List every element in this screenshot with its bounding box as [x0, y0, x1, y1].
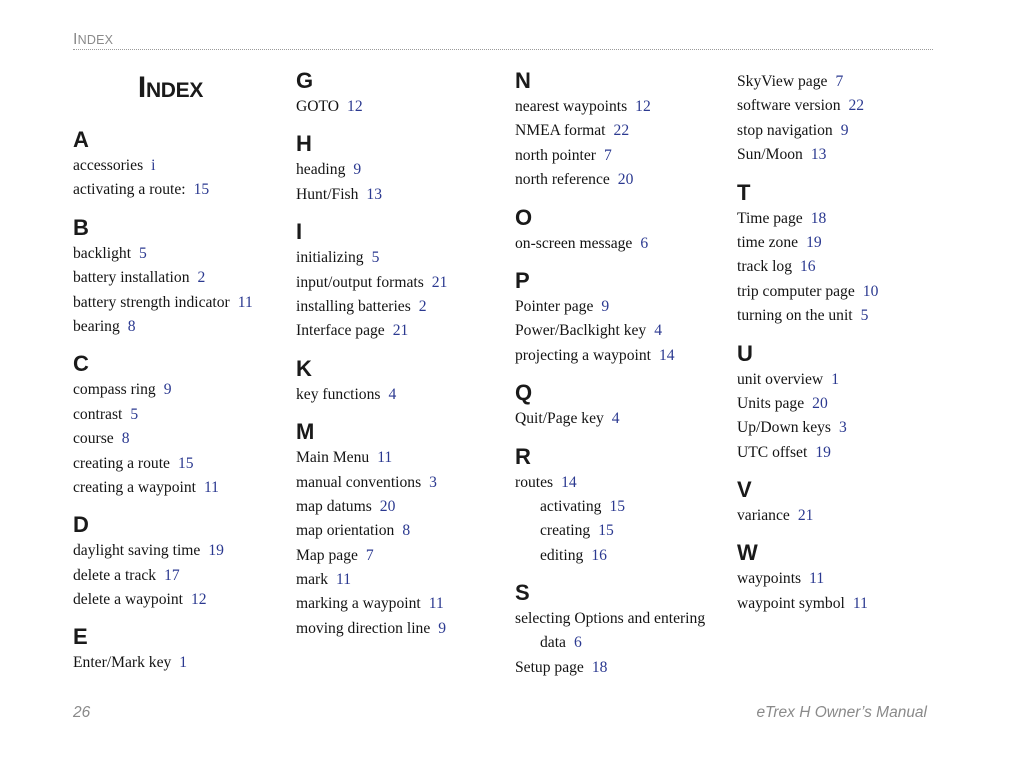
index-term: software version [737, 97, 841, 115]
page-link[interactable]: 7 [603, 146, 612, 164]
index-term: map datums [296, 497, 372, 515]
page-link[interactable]: 11 [336, 571, 352, 589]
page-link[interactable]: 2 [197, 269, 206, 287]
index-section-d [73, 500, 273, 612]
section-letter: E [73, 624, 88, 650]
index-entry [73, 178, 273, 202]
index-entry [515, 144, 730, 168]
footer-manual-title: eTrex H Owner’s Manual [756, 704, 927, 721]
index-entry [737, 94, 952, 118]
page-link[interactable]: 9 [163, 381, 172, 399]
page-link[interactable]: 1 [179, 654, 188, 672]
index-entry [737, 392, 952, 416]
index-term: UTC offset [737, 443, 808, 461]
page-link[interactable]: 5 [139, 244, 147, 262]
index-entry [73, 291, 273, 315]
index-column-3 [515, 56, 730, 680]
index-entry [737, 255, 952, 279]
index-entry [296, 471, 501, 495]
index-entry [515, 656, 730, 680]
index-term: Hunt/Fish [296, 185, 359, 203]
index-term: delete a waypoint [73, 591, 183, 609]
page-link[interactable]: 22 [848, 97, 865, 115]
index-term: moving direction line [296, 619, 431, 637]
index-term: Sun/Moon [737, 146, 803, 164]
page-link[interactable]: 11 [428, 595, 444, 613]
index-term: Enter/Mark key [73, 654, 172, 672]
index-term: stop navigation [737, 121, 833, 139]
page-link[interactable]: 6 [573, 634, 582, 652]
index-term: projecting a waypoint [515, 346, 651, 364]
index-term: editing [540, 546, 584, 564]
index-entry [737, 504, 952, 528]
index-entry [737, 207, 952, 231]
index-entry [515, 232, 730, 256]
index-entry [296, 95, 501, 119]
index-section-p [515, 256, 730, 368]
page-link[interactable]: 3 [429, 473, 437, 491]
page-link[interactable]: 4 [388, 385, 397, 403]
index-entry [73, 539, 273, 563]
index-term: creating [540, 522, 591, 540]
page-link[interactable]: 19 [815, 443, 831, 461]
page-link[interactable]: 17 [164, 566, 180, 584]
page-link[interactable]: 11 [809, 570, 825, 588]
index-entry [73, 378, 273, 402]
page-link[interactable]: 10 [862, 282, 879, 300]
index-title: INDEX [137, 71, 204, 104]
index-section-r [515, 432, 730, 569]
page-link[interactable]: 9 [438, 619, 447, 637]
page-link[interactable]: 15 [177, 454, 194, 472]
index-term: Time page [737, 209, 803, 227]
index-section-e [73, 612, 273, 675]
section-letter: H [296, 131, 312, 157]
index-term: battery strength indicator [73, 293, 230, 311]
page-link[interactable]: 14 [658, 346, 675, 364]
index-term-continuation: data [540, 634, 566, 652]
page-link[interactable]: 15 [609, 497, 626, 515]
section-letter: R [515, 443, 531, 469]
page-link[interactable]: 6 [640, 234, 649, 252]
index-term: mark [296, 571, 329, 589]
index-entry [515, 95, 730, 119]
index-term: selecting Options and entering [515, 610, 706, 628]
index-section-c [73, 339, 273, 500]
index-term: Interface page [296, 322, 385, 340]
page-link[interactable]: 12 [347, 98, 363, 115]
page-link[interactable]: 5 [860, 307, 869, 325]
index-entry [73, 452, 273, 476]
index-term: Quit/Page key [515, 410, 604, 428]
page-link[interactable]: 2 [418, 297, 427, 315]
page-link[interactable]: 20 [812, 394, 828, 412]
index-entry [515, 407, 730, 431]
page-link[interactable]: 12 [190, 591, 207, 609]
page-link[interactable]: 9 [840, 121, 849, 139]
index-term: Up/Down keys [737, 419, 831, 437]
page-link[interactable]: 7 [835, 73, 844, 90]
page-link[interactable]: 13 [810, 146, 827, 164]
index-term: north pointer [515, 146, 596, 164]
index-entry [296, 158, 501, 182]
index-term: creating a route [73, 454, 170, 472]
index-section-k [296, 344, 501, 407]
index-entry [73, 476, 273, 500]
page-link[interactable]: 3 [839, 419, 847, 437]
index-term: key functions [296, 385, 381, 403]
index-section-h [296, 119, 501, 207]
index-term: nearest waypoints [515, 98, 628, 115]
index-entry [515, 295, 730, 319]
page-link[interactable]: 9 [601, 297, 610, 315]
page-link[interactable]: 13 [366, 185, 382, 203]
page-link[interactable]: 20 [379, 497, 396, 515]
section-letter: U [737, 340, 753, 366]
index-section-b [73, 203, 273, 340]
page-link[interactable]: 20 [617, 171, 634, 189]
index-entry [296, 544, 501, 568]
page-link[interactable]: 15 [193, 181, 210, 199]
section-letter: W [737, 540, 758, 566]
index-entry [296, 183, 501, 207]
section-letter: N [515, 68, 531, 93]
index-entry [296, 295, 501, 319]
index-entry [296, 617, 501, 641]
index-term: creating a waypoint [73, 478, 196, 496]
index-entry [737, 119, 952, 143]
index-entry [73, 242, 273, 266]
index-term: SkyView page [737, 73, 828, 90]
footer-page-number: 26 [73, 704, 91, 721]
index-term: delete a track [73, 566, 157, 584]
page-link[interactable]: 8 [127, 317, 136, 335]
section-letter: C [73, 351, 89, 377]
page-link[interactable]: 7 [365, 546, 374, 564]
section-letter: G [296, 68, 314, 93]
index-term: compass ring [73, 381, 156, 399]
index-column-4 [737, 70, 952, 616]
section-letter: B [73, 214, 89, 240]
index-entry [296, 319, 501, 343]
page-link[interactable]: 4 [654, 322, 663, 340]
index-entry [515, 471, 730, 495]
index-term: Setup page [515, 658, 584, 676]
index-term: turning on the unit [737, 307, 853, 325]
index-entry [515, 319, 730, 343]
index-column-2 [296, 56, 501, 641]
index-term: Map page [296, 546, 358, 564]
index-term: activating a route: [73, 181, 186, 199]
index-term: marking a waypoint [296, 595, 421, 613]
index-entry [296, 495, 501, 519]
index-term: heading [296, 161, 346, 179]
index-entry [73, 564, 273, 588]
index-term: time zone [737, 233, 799, 251]
index-term: battery installation [73, 269, 190, 287]
index-section-w [737, 528, 952, 616]
index-term: routes [515, 473, 554, 491]
index-section-i [296, 207, 501, 344]
section-letter: T [737, 179, 751, 205]
index-entry [296, 519, 501, 543]
index-term: map orientation [296, 522, 395, 540]
section-letter: S [515, 580, 530, 606]
index-term: manual conventions [296, 473, 422, 491]
index-entry [737, 441, 952, 465]
page-link[interactable]: i [151, 157, 156, 174]
index-section-n [515, 56, 730, 193]
index-section-u [737, 329, 952, 466]
page-link[interactable]: 21 [392, 322, 409, 340]
index-section-t [737, 168, 952, 329]
page-link[interactable]: 4 [611, 410, 620, 428]
index-entry [515, 607, 730, 631]
page-link[interactable]: 18 [810, 209, 827, 227]
index-entry-continuation [515, 631, 730, 655]
page-link[interactable]: 5 [371, 249, 380, 267]
index-entry [737, 592, 952, 616]
index-term: Units page [737, 394, 805, 412]
running-header: INDEX [73, 31, 114, 48]
page-link[interactable]: 15 [598, 522, 614, 540]
index-section-q [515, 368, 730, 431]
index-term: Main Menu [296, 449, 370, 467]
page-link[interactable]: 11 [377, 449, 393, 467]
page-link[interactable]: 8 [121, 430, 130, 448]
page-link[interactable]: 21 [431, 273, 448, 291]
page-link[interactable]: 1 [831, 370, 839, 388]
page-link[interactable]: 19 [208, 542, 224, 560]
index-term: track log [737, 258, 792, 276]
index-term: unit overview [737, 370, 824, 388]
index-section-s-continued [737, 70, 952, 168]
index-section-m [296, 407, 501, 641]
index-entry [73, 266, 273, 290]
index-entry [515, 344, 730, 368]
index-term: on-screen message [515, 234, 633, 252]
page-link[interactable]: 5 [130, 405, 139, 423]
index-term: input/output formats [296, 273, 424, 291]
index-section-s [515, 568, 730, 680]
index-term: variance [737, 507, 790, 525]
index-entry [73, 403, 273, 427]
index-term: installing batteries [296, 297, 411, 315]
index-section-g [296, 56, 501, 119]
section-letter: A [73, 127, 89, 152]
section-letter: K [296, 355, 312, 381]
section-letter: D [73, 512, 89, 538]
page-link[interactable]: 16 [591, 546, 607, 564]
index-entry [737, 280, 952, 304]
index-entry [737, 304, 952, 328]
index-entry [515, 119, 730, 143]
section-letter: V [737, 477, 752, 503]
index-term: course [73, 430, 114, 448]
page-link[interactable]: 11 [852, 594, 868, 612]
page-link[interactable]: 8 [402, 522, 411, 540]
index-entry [73, 315, 273, 339]
section-letter: I [296, 219, 303, 245]
index-column-1 [73, 56, 273, 676]
index-entry [296, 383, 501, 407]
index-term: initializing [296, 249, 364, 267]
index-entry [73, 154, 273, 178]
index-term: trip computer page [737, 282, 855, 300]
page-link[interactable]: 22 [613, 122, 630, 140]
page-link[interactable]: 12 [635, 98, 651, 115]
index-subentry [515, 519, 730, 543]
index-term: Pointer page [515, 297, 594, 315]
index-section-o [515, 193, 730, 256]
section-letter: Q [515, 380, 533, 406]
index-entry [73, 651, 273, 675]
index-term: Power/Baclkight key [515, 322, 647, 340]
page-link[interactable]: 18 [591, 658, 608, 676]
page-link[interactable]: 11 [203, 478, 219, 496]
index-section-v [737, 465, 952, 528]
page-link[interactable]: 14 [561, 473, 577, 491]
index-subentry [515, 544, 730, 568]
index-term: waypoint symbol [737, 594, 845, 612]
index-entry [73, 427, 273, 451]
index-section-a [73, 115, 273, 203]
index-entry [296, 271, 501, 295]
index-entry [296, 446, 501, 470]
page-link[interactable]: 11 [237, 293, 253, 311]
index-entry [737, 368, 952, 392]
index-entry [296, 592, 501, 616]
index-term: daylight saving time [73, 542, 201, 560]
index-term: backlight [73, 244, 132, 262]
page-link[interactable]: 16 [800, 258, 816, 276]
index-entry [737, 416, 952, 440]
index-entry [73, 588, 273, 612]
page-link[interactable]: 19 [806, 233, 822, 251]
index-entry [737, 567, 952, 591]
header-dotted-rule [73, 49, 933, 50]
section-letter: M [296, 419, 315, 445]
index-subentry [515, 495, 730, 519]
index-entry [737, 231, 952, 255]
index-entry [737, 70, 952, 94]
section-letter: P [515, 267, 530, 293]
index-term: contrast [73, 405, 123, 423]
title-block [73, 56, 273, 115]
index-term: activating [540, 497, 602, 515]
index-term: GOTO [296, 98, 340, 115]
page-link[interactable]: 21 [797, 507, 814, 525]
index-entry [296, 246, 501, 270]
index-entry [296, 568, 501, 592]
page-link[interactable]: 9 [353, 161, 362, 179]
index-term: bearing [73, 317, 120, 335]
index-entry [737, 143, 952, 167]
index-term: waypoints [737, 570, 802, 588]
index-term: accessories [73, 157, 144, 174]
index-entry [515, 168, 730, 192]
index-term: north reference [515, 171, 610, 189]
index-term: NMEA format [515, 122, 606, 140]
section-letter: O [515, 204, 533, 230]
